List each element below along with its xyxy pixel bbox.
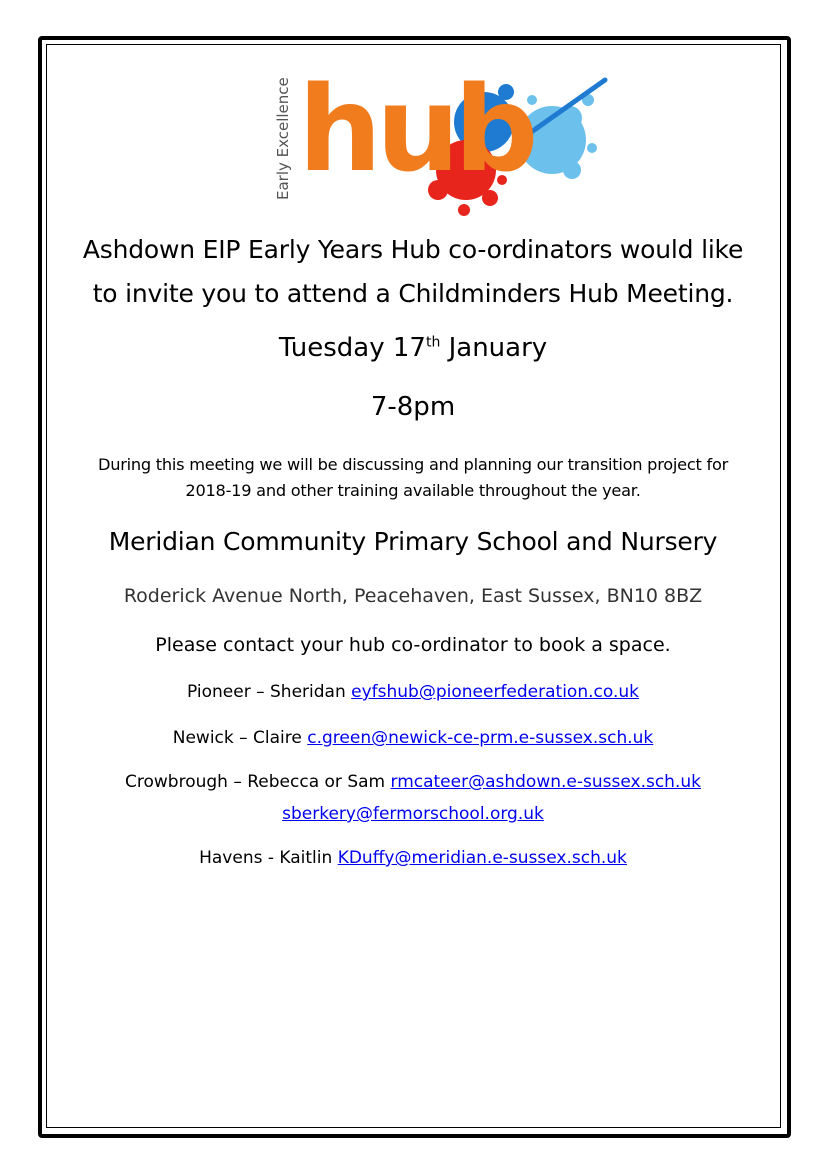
early-excellence-hub-logo — [270, 70, 610, 220]
contact-note: Please contact your hub co-ordinator to book a space. — [155, 634, 671, 656]
coordinator-label: Crowbrough – Rebecca or Sam — [125, 772, 391, 792]
coordinator-label: Havens - Kaitlin — [199, 848, 338, 868]
coordinator-row — [50, 848, 776, 868]
meeting-date — [50, 333, 776, 363]
venue-address: Roderick Avenue North, Peacehaven, East Sussex, BN10 8BZ — [123, 585, 703, 607]
coordinator-label: Newick – Claire — [172, 728, 308, 748]
coordinator-email-link[interactable]: eyfshub@pioneerfederation.co.uk — [351, 682, 639, 702]
date-month: January — [440, 333, 548, 363]
coordinator-row — [50, 728, 776, 748]
coordinator-email-link[interactable]: rmcateer@ashdown.e-sussex.sch.uk — [390, 772, 701, 792]
meeting-time: 7-8pm — [370, 392, 456, 422]
meeting-description — [48, 452, 778, 504]
date-ordinal: th — [425, 334, 441, 351]
description-line-2: 2018-19 and other training available throughout the year. — [185, 481, 641, 500]
coordinator-email-link[interactable]: c.green@newick-ce-prm.e-sussex.sch.uk — [307, 728, 654, 748]
date-prefix: Tuesday 17 — [278, 333, 426, 363]
intro-line-2: to invite you to attend a Childminders Hub Meeting. — [92, 279, 734, 308]
coordinator-row — [50, 772, 776, 792]
coordinator-row — [50, 804, 776, 824]
coordinator-email-link[interactable]: KDuffy@meridian.e-sussex.sch.uk — [337, 848, 627, 868]
coordinator-email-link-secondary[interactable]: sberkery@fermorschool.org.uk — [282, 804, 544, 824]
coordinator-row — [50, 682, 776, 702]
description-line-1: During this meeting we will be discussing and planning our transition project for — [97, 455, 729, 474]
venue-name: Meridian Community Primary School and Nursery — [108, 527, 718, 556]
intro-text — [50, 228, 776, 316]
logo-word: hub — [298, 70, 533, 198]
intro-line-1: Ashdown EIP Early Years Hub co-ordinators would like — [82, 235, 744, 264]
logo-side-text: Early Excellence — [274, 77, 292, 200]
coordinator-label: Pioneer – Sheridan — [187, 682, 352, 702]
